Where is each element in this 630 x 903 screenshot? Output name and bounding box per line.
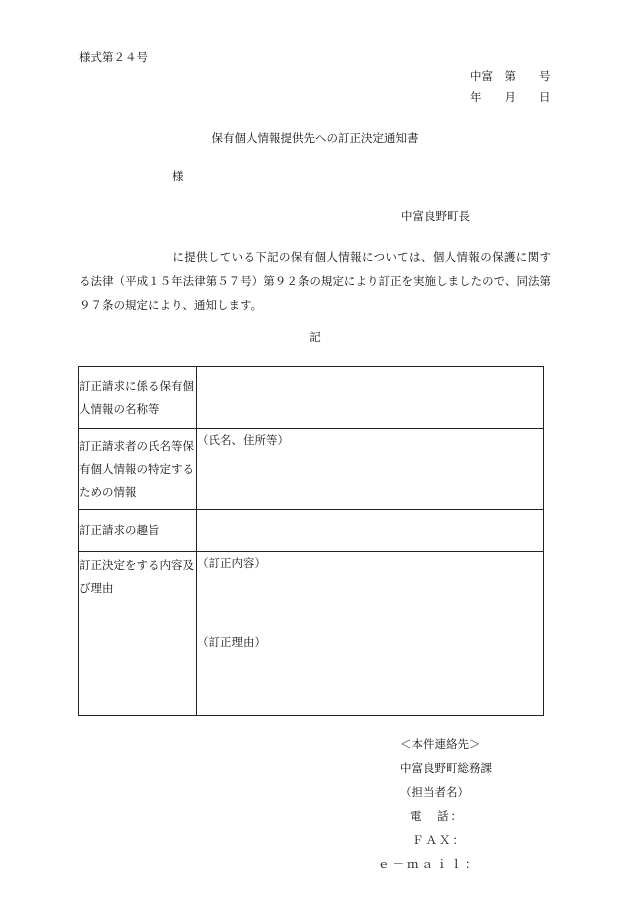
document-number-line: 中富 第 号 (470, 69, 551, 83)
table-row (79, 429, 544, 510)
body-paragraph (79, 245, 551, 317)
row-label-request-purpose: 訂正請求の趣旨 (79, 510, 197, 552)
recipient-suffix: 様 (172, 169, 184, 183)
contact-email: ｅ－ｍａｉｌ： (378, 857, 480, 871)
contact-phone: 電 話： (410, 809, 464, 823)
table-row (79, 510, 544, 552)
document-title: 保有個人情報提供先への訂正決定通知書 (211, 131, 419, 145)
form-number: 様式第２４号 (79, 50, 148, 64)
contact-department: 中富良野町総務課 (400, 761, 492, 775)
correction-reason-label: （訂正理由） (197, 635, 266, 649)
table-row (79, 552, 544, 716)
table-row (79, 367, 544, 429)
contact-person: （担当者名） (400, 785, 469, 799)
body-text: に提供している下記の保有個人情報については、個人情報の保護に関する法律（平成１５年法律第５７号）第９２条の規定により訂正を実施しましたので、同法第９７条の規定により、通知します。 (79, 250, 551, 312)
contact-block (378, 732, 538, 876)
row-label-info-name: 訂正請求に係る保有個人情報の名称等 (79, 367, 197, 429)
contact-heading: ＜本件連絡先＞ (400, 737, 481, 751)
row-value-decision-reason (197, 552, 544, 716)
row-value-request-purpose (197, 510, 544, 552)
ki-heading: 記 (309, 330, 321, 344)
row-value-info-name (197, 367, 544, 429)
row-value-requester-info: （氏名、住所等） (197, 429, 544, 510)
correction-table (78, 366, 544, 716)
row-label-requester-info: 訂正請求者の氏名等保有個人情報の特定するための情報 (79, 429, 197, 510)
row-label-decision-reason: 訂正決定をする内容及び理由 (79, 552, 197, 716)
sender-name: 中富良野町長 (401, 209, 470, 223)
date-line: 年 月 日 (470, 90, 551, 104)
correction-content-label: （訂正内容） (197, 556, 266, 570)
contact-fax: ＦＡＸ： (412, 833, 466, 847)
